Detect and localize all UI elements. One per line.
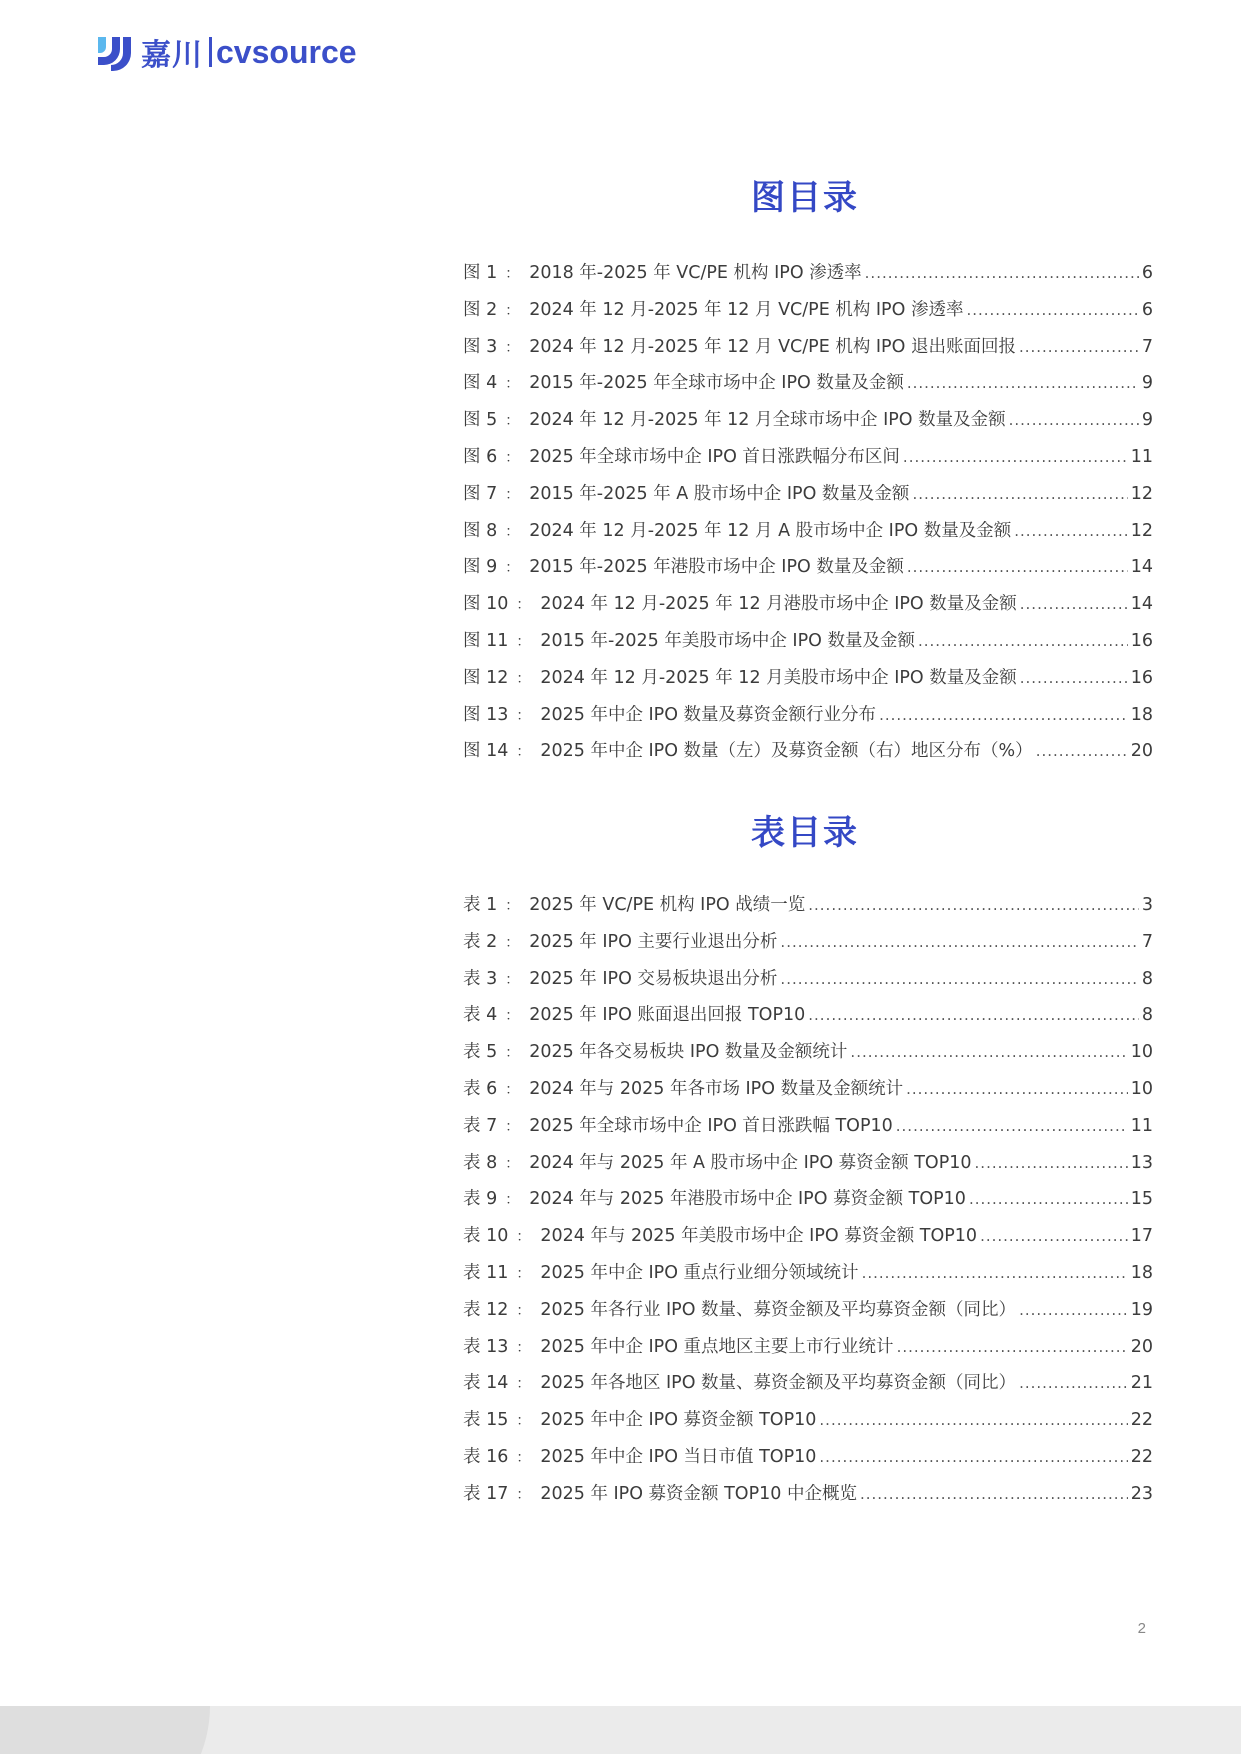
figure-index-entry[interactable]: [463, 439, 1153, 476]
table-entry-title: 2025 年全球市场中企 IPO 首日涨跌幅 TOP10: [529, 1115, 893, 1136]
table-entry-number: 表 13: [463, 1336, 509, 1357]
figure-entry-number: 图 14: [463, 741, 509, 762]
figure-entry-number: 图 4: [463, 373, 498, 394]
cvsource-logo-icon: [95, 33, 133, 71]
table-index-entry[interactable]: [463, 887, 1153, 924]
figure-entry-separator: ：: [516, 744, 531, 761]
table-entry-separator: ：: [505, 1008, 520, 1025]
figure-entry-page: 11: [1130, 446, 1153, 467]
table-entry-page: 13: [1130, 1152, 1153, 1173]
table-index-entry[interactable]: [463, 924, 1153, 961]
figure-entry-title: 2024 年 12 月-2025 年 12 月美股市场中企 IPO 数量及金额: [540, 667, 1017, 688]
dot-leader: [918, 623, 1128, 660]
footer-band: [0, 1706, 1241, 1754]
table-entry-number: 表 17: [463, 1483, 509, 1504]
figure-entry-title: 2024 年 12 月-2025 年 12 月 VC/PE 机构 IPO 渗透率: [529, 299, 964, 320]
table-entry-separator: ：: [505, 971, 520, 988]
figure-index-entry[interactable]: [463, 329, 1153, 366]
logo-divider: [209, 37, 212, 67]
figure-index-entry[interactable]: [463, 476, 1153, 513]
table-entry-page: 18: [1130, 1262, 1153, 1283]
dot-leader: [780, 961, 1138, 998]
table-entry-page: 3: [1141, 895, 1153, 915]
figure-entry-page: 16: [1130, 667, 1153, 688]
figure-entry-title: 2024 年 12 月-2025 年 12 月港股市场中企 IPO 数量及金额: [540, 594, 1017, 615]
table-entry-separator: ：: [505, 1081, 520, 1098]
dot-leader: [903, 439, 1128, 476]
figure-entry-number: 图 10: [463, 594, 509, 615]
dot-leader: [1020, 660, 1128, 697]
figure-entry-title: 2025 年中企 IPO 数量（左）及募资金额（右）地区分布（%）: [540, 741, 1033, 762]
figure-entry-separator: ：: [505, 266, 520, 282]
figure-entry-number: 图 9: [463, 557, 498, 578]
figure-entry-separator: ：: [516, 597, 531, 614]
table-entry-number: 表 7: [463, 1115, 498, 1136]
figure-entry-number: 图 7: [463, 483, 498, 504]
table-entry-title: 2025 年 IPO 账面退出回报 TOP10: [529, 1005, 806, 1026]
table-entry-page: 15: [1130, 1189, 1153, 1210]
figure-entry-separator: ：: [505, 449, 520, 466]
table-entry-title: 2024 年与 2025 年各市场 IPO 数量及金额统计: [529, 1078, 904, 1099]
figure-entry-number: 图 2: [463, 299, 498, 320]
table-entry-number: 表 10: [463, 1226, 509, 1247]
dot-leader: [808, 887, 1139, 924]
table-entry-page: 17: [1130, 1226, 1153, 1247]
table-index-entry[interactable]: [463, 1255, 1153, 1292]
table-index-entry[interactable]: [463, 997, 1153, 1034]
table-entry-title: 2025 年中企 IPO 募资金额 TOP10: [540, 1410, 817, 1431]
dot-leader: [780, 924, 1138, 961]
table-entry-separator: ：: [516, 1339, 531, 1356]
figure-entry-separator: ：: [505, 486, 520, 503]
figure-index-entry[interactable]: [463, 733, 1153, 770]
table-entry-title: 2025 年各行业 IPO 数量、募资金额及平均募资金额（同比）: [540, 1299, 1017, 1320]
dot-leader: [862, 1255, 1128, 1292]
figure-index-title: 图目录: [751, 178, 859, 218]
footer-decoration: [0, 1706, 210, 1754]
table-index-entry[interactable]: [463, 961, 1153, 998]
table-entry-number: 表 11: [463, 1262, 509, 1283]
table-entry-title: 2025 年各地区 IPO 数量、募资金额及平均募资金额（同比）: [540, 1373, 1017, 1394]
figure-entry-separator: ：: [516, 670, 531, 687]
figure-entry-number: 图 3: [463, 336, 498, 357]
table-index-entry[interactable]: [463, 1034, 1153, 1071]
table-index-entry[interactable]: [463, 1365, 1153, 1402]
dot-leader: [808, 997, 1139, 1034]
figure-entry-page: 12: [1130, 520, 1153, 541]
table-index-entry[interactable]: [463, 1476, 1153, 1513]
dot-leader: [819, 1402, 1127, 1439]
figure-index-list: [463, 255, 1153, 770]
table-entry-page: 23: [1130, 1483, 1153, 1504]
brand-logo: [95, 32, 357, 72]
figure-index-entry[interactable]: [463, 586, 1153, 623]
figure-entry-page: 20: [1130, 741, 1153, 762]
figure-entry-title: 2025 年全球市场中企 IPO 首日涨跌幅分布区间: [529, 446, 900, 467]
figure-entry-separator: ：: [516, 633, 531, 650]
table-index-list: [463, 887, 1153, 1513]
figure-entry-page: 9: [1141, 373, 1153, 394]
dot-leader: [969, 1181, 1128, 1218]
figure-entry-page: 12: [1130, 483, 1153, 504]
figure-entry-number: 图 1: [463, 263, 498, 283]
figure-entry-page: 14: [1130, 557, 1153, 578]
table-entry-number: 表 6: [463, 1078, 498, 1099]
table-entry-title: 2025 年中企 IPO 重点行业细分领域统计: [540, 1262, 859, 1283]
figure-entry-title: 2018 年-2025 年 VC/PE 机构 IPO 渗透率: [529, 263, 862, 283]
figure-entry-number: 图 5: [463, 410, 498, 431]
table-index-entry[interactable]: [463, 1145, 1153, 1182]
table-entry-page: 22: [1130, 1446, 1153, 1467]
figure-entry-page: 6: [1141, 263, 1153, 283]
figure-entry-page: 6: [1141, 299, 1153, 320]
table-entry-separator: ：: [516, 1449, 531, 1466]
table-index-entry[interactable]: [463, 1181, 1153, 1218]
figure-index-entry[interactable]: [463, 365, 1153, 402]
table-entry-page: 11: [1130, 1115, 1153, 1136]
figure-entry-separator: ：: [516, 707, 531, 724]
logo-english-name: cvsource: [216, 33, 357, 70]
figure-entry-page: 9: [1141, 410, 1153, 431]
figure-index-entry[interactable]: [463, 255, 1153, 292]
table-entry-number: 表 5: [463, 1042, 498, 1063]
table-entry-number: 表 9: [463, 1189, 498, 1210]
figure-entry-number: 图 12: [463, 667, 509, 688]
table-entry-number: 表 1: [463, 895, 498, 915]
table-entry-number: 表 12: [463, 1299, 509, 1320]
dot-leader: [1019, 329, 1139, 366]
table-entry-page: 7: [1141, 931, 1153, 952]
table-entry-page: 22: [1130, 1410, 1153, 1431]
figure-entry-page: 14: [1130, 594, 1153, 615]
figure-entry-title: 2024 年 12 月-2025 年 12 月 A 股市场中企 IPO 数量及金额: [529, 520, 1012, 541]
page-number: 2: [1137, 1620, 1146, 1637]
table-index-entry[interactable]: [463, 1071, 1153, 1108]
figure-entry-number: 图 13: [463, 704, 509, 725]
table-entry-title: 2025 年 VC/PE 机构 IPO 战绩一览: [529, 895, 806, 915]
dot-leader: [1019, 1292, 1128, 1329]
figure-index-entry[interactable]: [463, 549, 1153, 586]
table-entry-title: 2024 年与 2025 年美股市场中企 IPO 募资金额 TOP10: [540, 1226, 978, 1247]
figure-entry-number: 图 6: [463, 446, 498, 467]
table-entry-page: 20: [1130, 1336, 1153, 1357]
figure-entry-page: 16: [1130, 630, 1153, 651]
table-entry-number: 表 14: [463, 1373, 509, 1394]
table-entry-number: 表 15: [463, 1410, 509, 1431]
figure-index-entry[interactable]: [463, 513, 1153, 550]
logo-chinese-name: 嘉川: [141, 38, 203, 73]
table-entry-separator: ：: [505, 934, 520, 951]
figure-entry-title: 2015 年-2025 年港股市场中企 IPO 数量及金额: [529, 557, 904, 578]
dot-leader: [860, 1476, 1128, 1513]
table-entry-title: 2025 年中企 IPO 当日市值 TOP10: [540, 1446, 817, 1467]
table-entry-number: 表 16: [463, 1446, 509, 1467]
figure-index-entry[interactable]: [463, 697, 1153, 734]
table-entry-separator: ：: [505, 1045, 520, 1062]
table-entry-number: 表 8: [463, 1152, 498, 1173]
figure-index-entry[interactable]: [463, 660, 1153, 697]
dot-leader: [1009, 402, 1139, 439]
table-entry-separator: ：: [516, 1413, 531, 1430]
table-entry-page: 21: [1130, 1373, 1153, 1394]
figure-index-entry[interactable]: [463, 402, 1153, 439]
table-index-entry[interactable]: [463, 1292, 1153, 1329]
table-entry-separator: ：: [505, 1192, 520, 1209]
table-entry-title: 2024 年与 2025 年 A 股市场中企 IPO 募资金额 TOP10: [529, 1152, 972, 1173]
table-index-entry[interactable]: [463, 1108, 1153, 1145]
figure-entry-title: 2015 年-2025 年 A 股市场中企 IPO 数量及金额: [529, 483, 910, 504]
figure-entry-separator: ：: [505, 302, 520, 319]
table-entry-separator: ：: [505, 898, 520, 914]
figure-entry-separator: ：: [505, 339, 520, 356]
figure-entry-title: 2015 年-2025 年全球市场中企 IPO 数量及金额: [529, 373, 904, 394]
table-entry-title: 2025 年 IPO 募资金额 TOP10 中企概览: [540, 1483, 857, 1504]
table-index-entry[interactable]: [463, 1329, 1153, 1366]
table-entry-title: 2025 年各交易板块 IPO 数量及金额统计: [529, 1042, 848, 1063]
figure-index-entry[interactable]: [463, 292, 1153, 329]
figure-entry-title: 2024 年 12 月-2025 年 12 月 VC/PE 机构 IPO 退出账面回报: [529, 336, 1016, 357]
dot-leader: [907, 365, 1139, 402]
figure-entry-separator: ：: [505, 523, 520, 540]
figure-entry-title: 2025 年中企 IPO 数量及募资金额行业分布: [540, 704, 877, 725]
dot-leader: [850, 1034, 1127, 1071]
table-entry-separator: ：: [516, 1486, 531, 1503]
table-entry-number: 表 4: [463, 1005, 498, 1026]
figure-entry-number: 图 8: [463, 520, 498, 541]
dot-leader: [1020, 586, 1128, 623]
table-index-entry[interactable]: [463, 1439, 1153, 1476]
figure-entry-title: 2024 年 12 月-2025 年 12 月全球市场中企 IPO 数量及金额: [529, 410, 1006, 431]
table-entry-page: 10: [1130, 1042, 1153, 1063]
table-entry-page: 19: [1130, 1299, 1153, 1320]
figure-entry-number: 图 11: [463, 630, 509, 651]
table-entry-separator: ：: [505, 1118, 520, 1135]
dot-leader: [1014, 513, 1128, 550]
table-entry-page: 10: [1130, 1078, 1153, 1099]
dot-leader: [896, 1108, 1128, 1145]
dot-leader: [897, 1329, 1128, 1366]
table-index-entry[interactable]: [463, 1402, 1153, 1439]
figure-entry-page: 7: [1141, 336, 1153, 357]
table-entry-separator: ：: [516, 1302, 531, 1319]
dot-leader: [1036, 733, 1128, 770]
dot-leader: [879, 697, 1128, 734]
dot-leader: [966, 292, 1138, 329]
dot-leader: [1019, 1365, 1128, 1402]
table-entry-title: 2025 年 IPO 交易板块退出分析: [529, 968, 778, 989]
figure-entry-title: 2015 年-2025 年美股市场中企 IPO 数量及金额: [540, 630, 915, 651]
table-entry-separator: ：: [505, 1155, 520, 1172]
dot-leader: [980, 1218, 1128, 1255]
table-entry-title: 2025 年 IPO 主要行业退出分析: [529, 931, 778, 952]
table-entry-title: 2025 年中企 IPO 重点地区主要上市行业统计: [540, 1336, 894, 1357]
table-entry-number: 表 3: [463, 968, 498, 989]
dot-leader: [907, 549, 1128, 586]
figure-entry-separator: ：: [505, 560, 520, 577]
table-entry-separator: ：: [516, 1265, 531, 1282]
table-entry-page: 8: [1141, 1005, 1153, 1026]
table-index-entry[interactable]: [463, 1218, 1153, 1255]
figure-entry-separator: ：: [505, 413, 520, 430]
figure-index-entry[interactable]: [463, 623, 1153, 660]
figure-entry-page: 18: [1130, 704, 1153, 725]
table-entry-separator: ：: [516, 1376, 531, 1393]
dot-leader: [906, 1071, 1128, 1108]
dot-leader: [865, 255, 1139, 292]
dot-leader: [912, 476, 1127, 513]
table-entry-separator: ：: [516, 1229, 531, 1246]
dot-leader: [975, 1145, 1128, 1182]
figure-entry-separator: ：: [505, 376, 520, 393]
table-entry-title: 2024 年与 2025 年港股市场中企 IPO 募资金额 TOP10: [529, 1189, 966, 1210]
table-entry-page: 8: [1141, 968, 1153, 989]
dot-leader: [819, 1439, 1127, 1476]
table-index-title: 表目录: [751, 813, 859, 853]
table-entry-number: 表 2: [463, 931, 498, 952]
